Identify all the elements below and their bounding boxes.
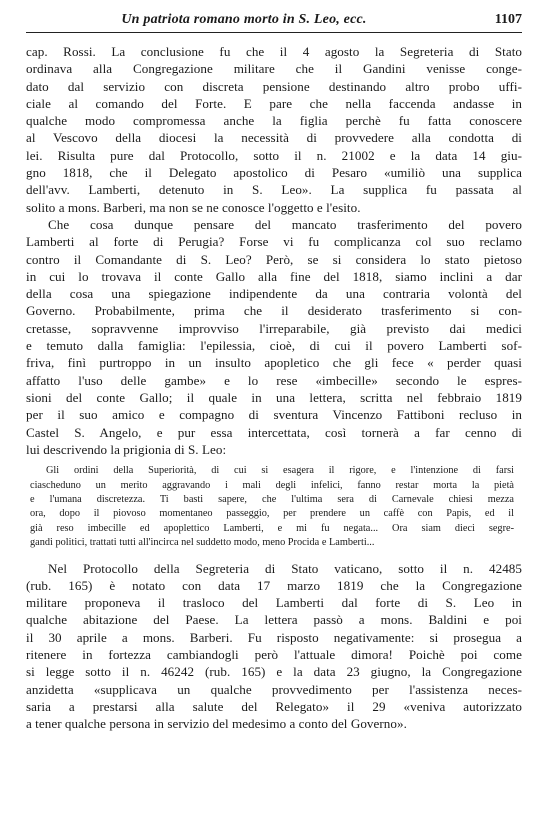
text-line: affatto l'uso delle gambe» e lo rese «imbecille» secondo le espres-	[26, 372, 522, 388]
text-line: Gli ordini della Superiorità, di cui si esagera il rigore, e l'intenzione di farsi	[46, 465, 514, 477]
text-line: ciale al comando del Forte. E pare che nella faccenda andasse in	[26, 95, 522, 111]
text-line: anzidetta «supplicava un qualche provvedimento per l'assistenza neces-	[26, 681, 522, 697]
text-line: ordinava alla Congregazione militare che il Gandini venisse conge-	[26, 61, 522, 77]
text-line: si legge sotto il n. 46242 (rub. 165) e la data 23 giugno, la Congregazione	[26, 664, 522, 680]
text-line: lui descrivendo la prigionia di S. Leo:	[26, 441, 227, 457]
text-line: in cui lo trovava il conte Gallo alla fine del 1818, siamo inclini a dar	[26, 268, 522, 284]
text-line: della cosa una spiegazione indipendente da una contraria volontà del	[26, 286, 522, 302]
text-line: cap. Rossi. La conclusione fu che il 4 agosto la Segreteria di Stato	[26, 44, 522, 59]
text-line: al Vescovo della diocesi la necessità di provvedere alla condotta di	[26, 130, 522, 146]
text-line: qualche abitazione del Paese. La lettera passò a mons. Baldini e poi	[26, 612, 522, 628]
text-line: qualche modo compromessa anche la figlia perchè fu fatta conoscere	[26, 113, 522, 129]
text-line: lei. Risulta pure dal Protocollo, sotto il n. 21002 e la data 14 giu-	[26, 147, 522, 163]
running-title: Un patriota romano morto in S. Leo, ecc.	[121, 12, 367, 27]
text-line: contro il Comandante di S. Leo? Però, se si considera lo stato pietoso	[26, 251, 522, 267]
text-line: e temuto dalla famiglia: l'epilessia, cioè, di cui il povero Lamberti sof-	[26, 338, 522, 354]
text-line: il 30 aprile a mons. Barberi. Fu risposto negativamente: si prosegua a	[26, 629, 522, 645]
text-line: solito a mons. Barberi, ma non se ne conosce l'oggetto e l'esito.	[26, 199, 361, 215]
text-line: a tener qualche persona in servizio del medesimo a conto del Governo».	[26, 716, 407, 732]
text-line: (rub. 165) è notato con data 17 marzo 1819 che la Congregazione	[26, 577, 522, 593]
text-line: ora, dopo il piovoso momentaneo passeggio, per prendere un caffè con Papis, ed il	[30, 508, 514, 520]
text-line: per il suo amico e compagno di sventura Vincenzo Fattiboni recluso in	[26, 407, 522, 423]
text-line: Che cosa dunque pensare del mancato trasferimento del povero	[48, 216, 522, 232]
text-line: Castel S. Angelo, e pur essa intercettata, così tornerà a far cenno di	[26, 424, 522, 440]
block-quote	[30, 464, 514, 550]
text-line: già reso imbecille ed apoplettico Lamberti, e mi fu negata... Ora siam dieci segre-	[30, 522, 514, 534]
text-line: ritenere in fortezza cambiandogli però l'attuale dimora! Poichè poi come	[26, 647, 522, 663]
text-line: sioni del conte Gallo; il quale in una lettera, scritta nel febbraio 1819	[26, 389, 522, 405]
text-line: ciascheduno un merito aggravando i mali degli infelici, fanno restar morta la pietà	[30, 479, 514, 491]
text-line: dell'avv. Lamberti, detenuto in S. Leo». La supplica fu passata al	[26, 182, 522, 198]
text-line: dato dal servizio con discreta pensione destinando altro probo uffi-	[26, 78, 522, 94]
text-line: Governo. Probabilmente, prima che il desiderato trasferimento si con-	[26, 303, 522, 319]
paragraph-3	[26, 560, 522, 733]
text-line: saria a prestarsi alla salute del Relegato» il 29 «veniva autorizzato	[26, 698, 522, 714]
text-line: e l'umana discretezza. Ti basti sapere, che l'ultima sera di Carnevale chiesi mezza	[30, 493, 514, 505]
text-line: Lamberti al forte di Perugia? Forse vi fu complicanza col suo reclamo	[26, 234, 522, 250]
page-header	[26, 10, 522, 33]
text-line: gandi politici, trattati tutti all'incirca nel suddetto modo, meno Procida e Lamberti...	[30, 537, 375, 549]
text-line: Nel Protocollo della Segreteria di Stato vaticano, sotto il n. 42485	[48, 560, 522, 576]
text-line: gno 1818, che il Delegato apostolico di Pesaro «umiliò una supplica	[26, 165, 522, 181]
text-line: friva, finì purtroppo in un insulto apopletico che gli fece « perder quasi	[26, 355, 522, 371]
body-text	[26, 43, 522, 733]
text-line: cretasse, sopravvenne improvviso l'irreparabile, già previsto dai medici	[26, 320, 522, 336]
text-line: militare proponeva il trasloco del Lamberti dal forte di S. Leo in	[26, 595, 522, 611]
paragraph-2	[26, 216, 522, 458]
paragraph-1	[26, 43, 522, 216]
page-number: 1107	[494, 12, 522, 27]
